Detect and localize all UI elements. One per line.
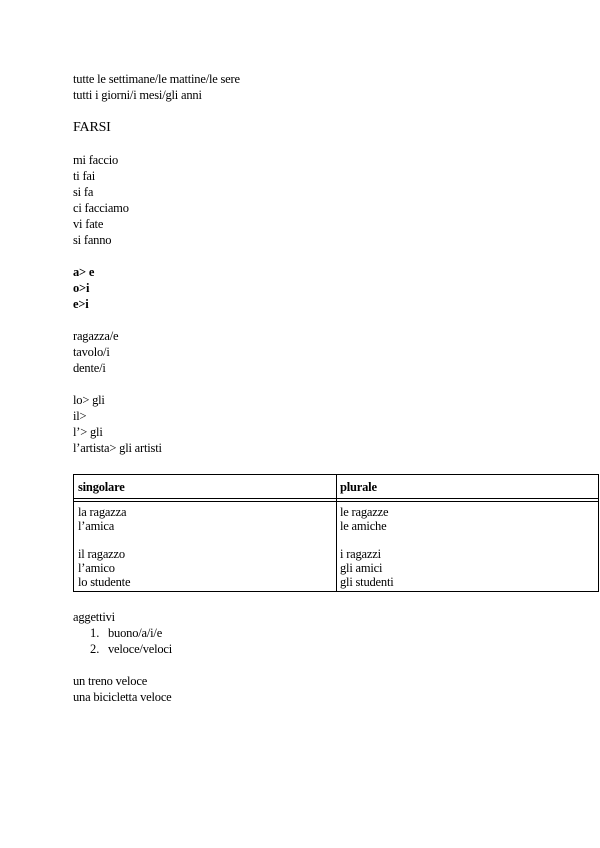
intro-line-1: tutte le settimane/le mattine/le sere xyxy=(73,72,240,86)
table-header-plurale: plurale xyxy=(340,480,377,494)
noun-example: ragazza/e xyxy=(73,329,119,343)
vowel-rule: e>i xyxy=(73,297,89,311)
vowel-rule: o>i xyxy=(73,281,90,295)
noun-example: tavolo/i xyxy=(73,345,110,359)
article-rule: l’artista> gli artisti xyxy=(73,441,162,455)
table-cell-plural: gli amici xyxy=(340,561,383,575)
noun-example: dente/i xyxy=(73,361,106,375)
table-column-divider xyxy=(336,475,337,591)
table-cell-singular: il ragazzo xyxy=(78,547,125,561)
table-cell-plural: gli studenti xyxy=(340,575,394,589)
table-cell-plural: le amiche xyxy=(340,519,387,533)
article-rule: lo> gli xyxy=(73,393,105,407)
table-cell-singular: la ragazza xyxy=(78,505,127,519)
example-phrase: un treno veloce xyxy=(73,674,148,688)
adjectives-heading: aggettivi xyxy=(73,610,115,624)
list-item: buono/a/i/e xyxy=(108,626,163,640)
farsi-form: mi faccio xyxy=(73,153,119,167)
farsi-form: si fanno xyxy=(73,233,112,247)
table-cell-plural: i ragazzi xyxy=(340,547,381,561)
intro-line-2: tutti i giorni/i mesi/gli anni xyxy=(73,88,202,102)
example-phrase: una bicicletta veloce xyxy=(73,690,172,704)
article-rule: l’> gli xyxy=(73,425,103,439)
table-cell-singular: lo studente xyxy=(78,575,131,589)
article-rule: il> xyxy=(73,409,87,423)
list-number: 1. xyxy=(90,626,100,640)
table-header-divider xyxy=(74,501,598,502)
farsi-form: ci facciamo xyxy=(73,201,129,215)
table-cell-singular: l’amica xyxy=(78,519,115,533)
singular-plural-table xyxy=(73,474,599,592)
table-cell-singular: l’amico xyxy=(78,561,115,575)
table-cell-plural: le ragazze xyxy=(340,505,389,519)
farsi-form: si fa xyxy=(73,185,94,199)
farsi-form: ti fai xyxy=(73,169,96,183)
list-item: veloce/veloci xyxy=(108,642,173,656)
farsi-heading: FARSI xyxy=(73,120,111,135)
farsi-form: vi fate xyxy=(73,217,104,231)
table-header-divider xyxy=(74,498,598,499)
table-header-singolare: singolare xyxy=(78,480,125,494)
list-number: 2. xyxy=(90,642,100,656)
vowel-rule: a> e xyxy=(73,265,95,279)
